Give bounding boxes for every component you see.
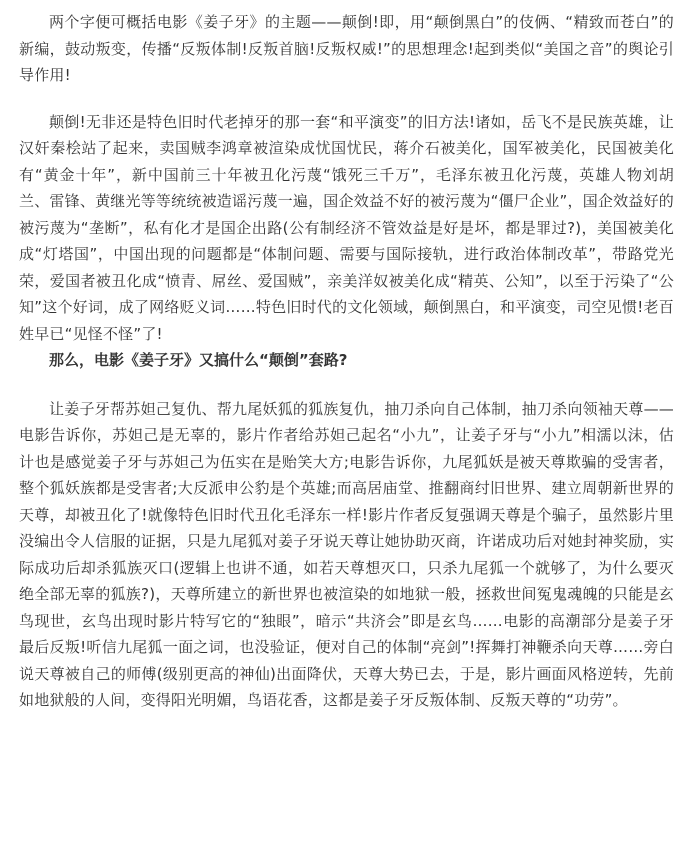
section-heading: 那么，电影《姜子牙》又搞什么“颠倒”套路?: [49, 351, 348, 369]
paragraph-plot: 让姜子牙帮苏妲己复仇、帮九尾妖狐的狐族复仇，抽刀杀向自己体制，抽刀杀向领袖天尊——电影告诉你，苏妲己是无辜的，影片作者给苏妲己起名“小九”，让姜子牙与“小九”相濡以沫，估计也是感觉姜子牙与苏妲己为伍实在是贻笑大方;电影告诉你，九尾狐妖是被天尊欺骗的受害者，整个狐妖族都是受害者;大反派申公豹是个英雄;而高居庙堂、推翻商纣旧世界、建立周朝新世界的天尊，却被丑化了!就像特色旧时代丑化毛泽东一样!影片作者反复强调天尊是个骗子，虽然影片里没编出令人信服的证据，只是九尾狐对姜子牙说天尊让她协助灭商，许诺成功后对她封神奖励，实际成功后却杀狐族灭口(逻辑上也讲不通，如若天尊想灭口，只杀九尾狐一个就够了，为什么要灭绝全部无辜的狐族?)，天尊所建立的新世界也被渲染的如地狱一般，拯救世间冤鬼魂魄的只能是玄鸟现世，玄鸟出现时影片特写它的“独眼”，暗示“共济会”即是玄鸟……电影的高潮部分是姜子牙最后反叛!听信九尾狐一面之词，也没验证，便对自己的体制“亮剑”!挥舞打神鞭杀向天尊……旁白说天尊被自己的师傅(级别更高的神仙)出面降伏，天尊大势已去，于是，影片画面风格逆转，先前如地狱般的人间，变得阳光明媚，鸟语花香，这都是姜子牙反叛体制、反叛天尊的“功劳”。: [19, 399, 674, 709]
paragraph-intro: 两个字便可概括电影《姜子牙》的主题——颠倒!即，用“颠倒黑白”的伎俩、“精致而苍白”的新编，鼓动叛变，传播“反叛体制!反叛首脑!反叛权威!”的思想理念!起到类似“美国之音”的舆论引导作用!: [19, 13, 674, 84]
paragraph-inversion: 颠倒!无非还是特色旧时代老掉牙的那一套“和平演变”的旧方法!诸如，岳飞不是民族英雄，让汉奸秦桧站了起来，卖国贼李鸿章被渲染成忧国忧民，蒋介石被美化，国军被美化，民国被美化有“黄金十年”，新中国前三十年被丑化污蔑“饿死三千万”，毛泽东被丑化污蔑，英雄人物刘胡兰、雷锋、黄继光等等统统被造谣污蔑一遍，国企效益不好的被污蔑为“僵尸企业”，国企效益好的被污蔑为“垄断”，私有化才是国企出路(公有制经济不管效益是好是坏，都是罪过?)，美国被美化成“灯塔国”，中国出现的问题都是“体制问题、需要与国际接轨，进行政治体制改革”，带路党光荣，爱国者被丑化成“愤青、屌丝、爱国贼”，亲美洋奴被美化成“精英、公知”，以至于污染了“公知”这个好词，成了网络贬义词……特色旧时代的文化领域，颠倒黑白，和平演变，司空见惯!老百姓早已“见怪不怪”了!: [19, 112, 674, 343]
